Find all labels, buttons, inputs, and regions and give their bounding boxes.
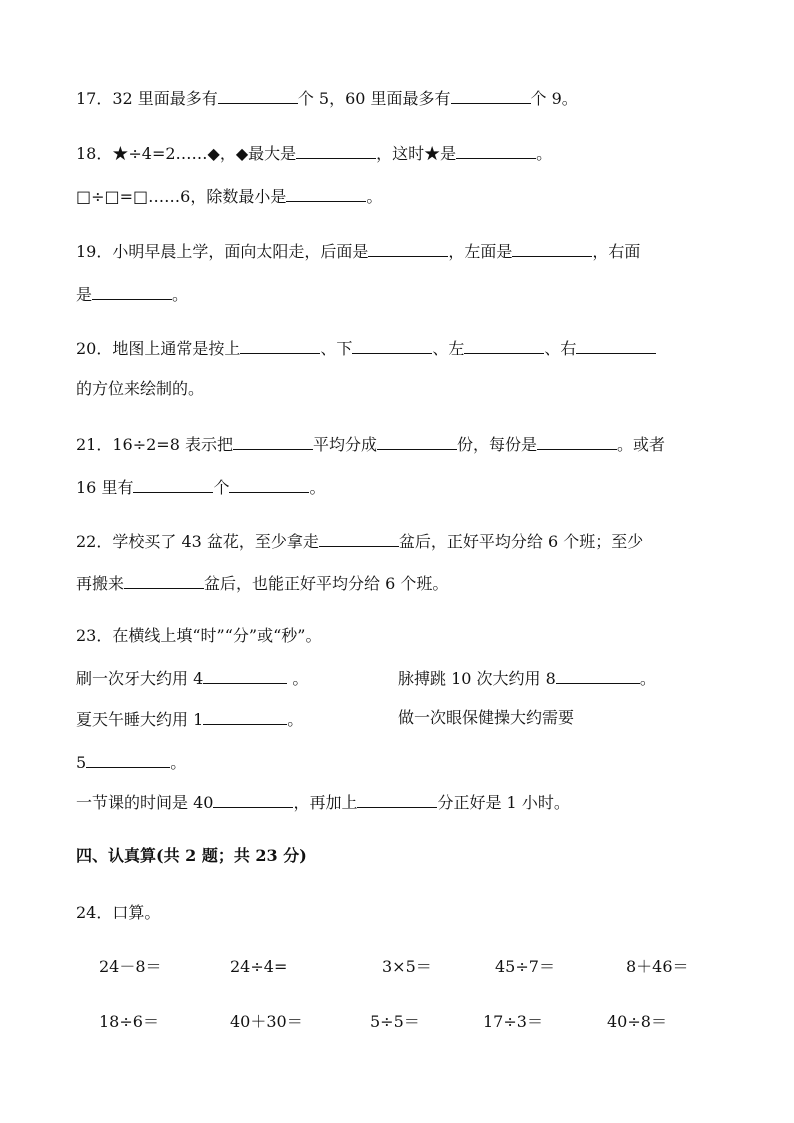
- q24-text-a: 24．口算。: [76, 903, 161, 922]
- q22b-text-a: 再搬来: [76, 574, 125, 593]
- calc-item: 8＋46＝: [626, 957, 689, 976]
- calc-item: 40＋30＝: [230, 1012, 303, 1031]
- q22-text-a: 22．学校买了 43 盆花，至少拿走: [76, 532, 319, 551]
- section-heading: 四、认真算(共 2 题；共 23 分): [76, 846, 307, 865]
- answer-blank[interactable]: [229, 475, 309, 493]
- question-19: [76, 239, 640, 263]
- q23-5-text-a: 5: [76, 753, 87, 772]
- q17-text-c: 个 9。: [530, 89, 578, 108]
- answer-blank[interactable]: [357, 790, 437, 808]
- answer-blank[interactable]: [203, 666, 287, 684]
- q19b-text-a: 是: [76, 285, 93, 304]
- answer-blank[interactable]: [556, 666, 640, 684]
- question-18: [76, 141, 552, 165]
- calc-item: 18÷6＝: [99, 1012, 159, 1031]
- question-20-part2: [76, 378, 204, 400]
- q18b-text-a: □÷□=□……6，除数最小是: [76, 187, 287, 206]
- answer-blank[interactable]: [213, 790, 293, 808]
- question-20: [76, 336, 656, 360]
- answer-blank[interactable]: [456, 141, 536, 159]
- q18-text-b: ，这时★是: [376, 144, 457, 163]
- q23-2-text-a: 脉搏跳 10 次大约用 8: [398, 669, 556, 688]
- q19-text-b: ，左面是: [448, 242, 513, 261]
- q22b-text-b: 盆后，也能正好平均分给 6 个班。: [204, 574, 449, 593]
- q17-text-a: 17．32 里面最多有: [76, 89, 218, 108]
- q21b-text-b: 个: [213, 478, 230, 497]
- q21b-text-c: 。: [309, 478, 326, 497]
- q20b-text-a: 的方位来绘制的。: [76, 379, 205, 398]
- answer-blank[interactable]: [451, 86, 531, 104]
- q20-text-b: 、下: [320, 339, 353, 358]
- question-22-part2: [76, 571, 448, 595]
- question-19-part2: [76, 282, 188, 306]
- q23-6-text-a: 一节课的时间是 40: [76, 793, 214, 812]
- answer-blank[interactable]: [512, 239, 592, 257]
- q23-2-text-b: 。: [639, 669, 656, 688]
- answer-blank[interactable]: [203, 707, 287, 725]
- question-17: [76, 86, 578, 110]
- answer-blank[interactable]: [286, 184, 366, 202]
- calc-item: 24－8＝: [99, 957, 162, 976]
- q23-6-text-c: 分正好是 1 小时。: [437, 793, 570, 812]
- question-23-item-3: [76, 707, 303, 731]
- question-23: [76, 625, 321, 647]
- q21-text-d: 。或者: [617, 435, 666, 454]
- question-22: [76, 529, 643, 553]
- answer-blank[interactable]: [464, 336, 544, 354]
- answer-blank[interactable]: [92, 282, 172, 300]
- q20-text-a: 20．地图上通常是按上: [76, 339, 241, 358]
- question-21: [76, 432, 665, 456]
- question-21-part2: [76, 475, 325, 499]
- q17-text-b: 个 5，60 里面最多有: [297, 89, 451, 108]
- answer-blank[interactable]: [86, 750, 170, 768]
- q21-text-a: 21．16÷2=8 表示把: [76, 435, 233, 454]
- answer-blank[interactable]: [352, 336, 432, 354]
- answer-blank[interactable]: [368, 239, 448, 257]
- calc-item: 45÷7＝: [495, 957, 555, 976]
- answer-blank[interactable]: [296, 141, 376, 159]
- q21-text-b: 平均分成: [312, 435, 377, 454]
- q18-text-a: 18．★÷4=2……◆，◆最大是: [76, 144, 297, 163]
- q21-text-c: 份，每份是: [457, 435, 538, 454]
- answer-blank[interactable]: [377, 432, 457, 450]
- q23-4-text-a: 做一次眼保健操大约需要: [398, 708, 575, 727]
- q20-text-d: 、右: [544, 339, 577, 358]
- q23-1-text-b: 。: [287, 669, 309, 688]
- q18b-text-b: 。: [366, 187, 383, 206]
- answer-blank[interactable]: [537, 432, 617, 450]
- question-24: [76, 902, 160, 924]
- q22-text-b: 盆后，正好平均分给 6 个班；至少: [398, 532, 644, 551]
- question-23-item-2: [398, 666, 656, 690]
- answer-blank[interactable]: [218, 86, 298, 104]
- answer-blank[interactable]: [576, 336, 656, 354]
- q19-text-a: 19．小明早晨上学，面向太阳走，后面是: [76, 242, 369, 261]
- question-18-part2: [76, 184, 382, 208]
- answer-blank[interactable]: [133, 475, 213, 493]
- calc-item: 24÷4=: [230, 957, 288, 976]
- calc-item: 3×5＝: [382, 957, 432, 976]
- q20-text-c: 、左: [432, 339, 465, 358]
- q23-3-text-b: 。: [287, 710, 304, 729]
- answer-blank[interactable]: [319, 529, 399, 547]
- question-23-item-1: [76, 666, 308, 690]
- q23-5-text-b: 。: [170, 753, 187, 772]
- question-23-item-4-answer: [76, 750, 186, 774]
- q18-text-c: 。: [536, 144, 553, 163]
- q19b-text-b: 。: [172, 285, 189, 304]
- answer-blank[interactable]: [124, 571, 204, 589]
- q21b-text-a: 16 里有: [76, 478, 134, 497]
- q19-text-c: ，右面: [592, 242, 641, 261]
- q23-6-text-b: ，再加上: [293, 793, 358, 812]
- calc-item: 40÷8＝: [607, 1012, 667, 1031]
- q23-3-text-a: 夏天午睡大约用 1: [76, 710, 204, 729]
- answer-blank[interactable]: [233, 432, 313, 450]
- q23-1-text-a: 刷一次牙大约用 4: [76, 669, 204, 688]
- calc-item: 5÷5＝: [370, 1012, 420, 1031]
- question-23-item-4: [398, 707, 574, 729]
- calc-item: 17÷3＝: [483, 1012, 543, 1031]
- answer-blank[interactable]: [240, 336, 320, 354]
- question-23-item-5: [76, 790, 570, 814]
- q23-text-a: 23．在横线上填“时”“分”或“秒”。: [76, 626, 322, 645]
